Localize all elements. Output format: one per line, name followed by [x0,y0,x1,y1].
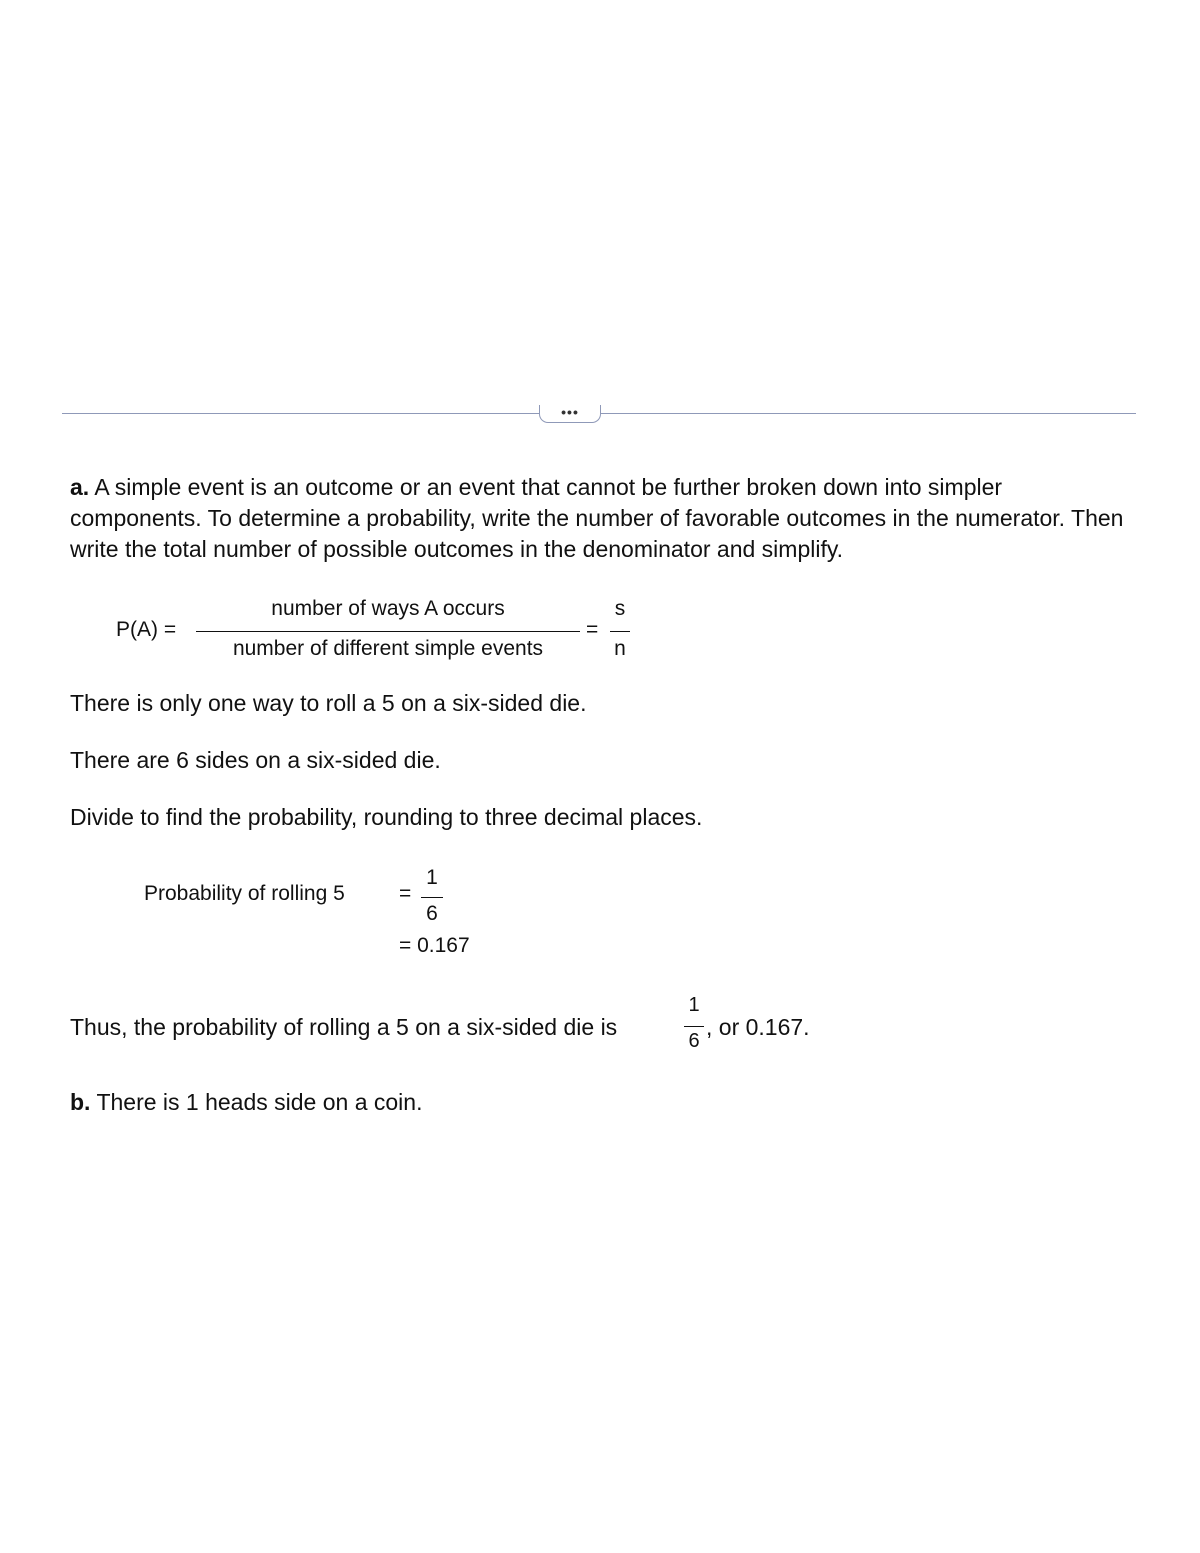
conclusion-numerator: 1 [688,994,700,1016]
conclusion-prefix: Thus, the probability of rolling a 5 on a six-sided die is [70,1014,618,1040]
formula-short-fraction-bar [610,631,630,632]
calculation-result: = 0.167 [399,934,470,957]
expand-toggle-button[interactable] [539,405,601,423]
formula-short-numerator: s [614,597,626,620]
more-dots-icon: ••• [561,404,579,420]
part-a-intro [70,472,1140,565]
explanation-line-1: There is only one way to roll a 5 on a six-sided die. [70,690,587,716]
explanation-line-3: Divide to find the probability, rounding to three decimal places. [70,804,703,830]
explanation-line-2: There are 6 sides on a six-sided die. [70,747,441,773]
part-a-intro-text: A simple event is an outcome or an event that cannot be further broken down into simpler components. To determine a probability, write the number of favorable outcomes in the numerator. Then write the total number of possible outcomes in the denominator and simplify. [70,474,1124,562]
calculation-numerator: 1 [426,866,438,889]
calculation-denominator: 6 [426,902,438,925]
calculation-equals: = [399,882,412,905]
formula-lhs: P(A) = [116,618,177,641]
formula-short-denominator: n [614,637,626,660]
formula-denominator: number of different simple events [232,637,544,660]
formula-fraction-bar [196,631,580,632]
part-b-sentence: There is 1 heads side on a coin. [96,1089,423,1115]
part-b-text [70,1087,422,1118]
conclusion-suffix: , or 0.167. [706,1014,810,1040]
part-a-label: a. [70,474,90,500]
part-b-label: b. [70,1089,91,1115]
conclusion-denominator: 6 [688,1030,700,1052]
calculation-fraction-bar [421,897,443,898]
formula-numerator: number of ways A occurs [271,597,505,620]
conclusion-fraction-bar [684,1026,704,1027]
formula-equals: = [586,618,599,641]
calculation-label: Probability of rolling 5 [144,882,345,905]
